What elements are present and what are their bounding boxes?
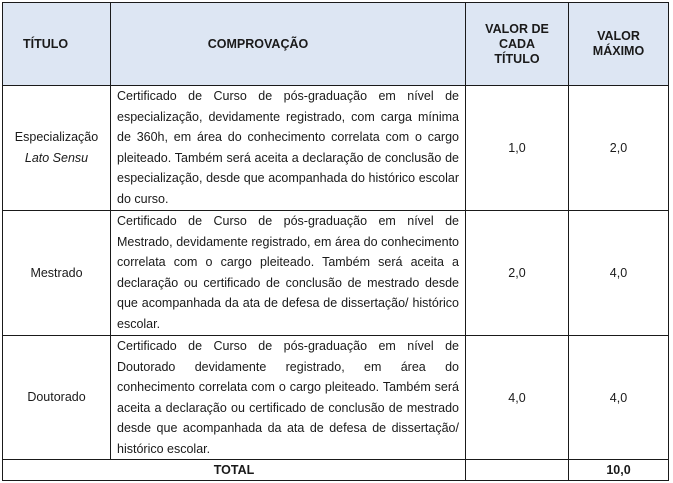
table-row xyxy=(3,211,669,336)
document-wrapper xyxy=(2,2,669,481)
header-row xyxy=(3,3,669,86)
table-row xyxy=(3,86,669,211)
header-value-per-title xyxy=(466,3,569,86)
total-label: TOTAL xyxy=(3,460,466,481)
total-value: 10,0 xyxy=(569,460,669,481)
header-value-per-title-text: VALOR DE CADA TÍTULO xyxy=(485,21,549,66)
row-max: 4,0 xyxy=(569,211,669,336)
row-value: 4,0 xyxy=(466,336,569,460)
row-title: Especialização xyxy=(14,130,99,144)
row-proof: Certificado de Curso de pós-graduação em nível de especialização, devidamente registrado, com carga mínima de 360h, em área do conhecimento correlata com o cargo pleiteado. Também será aceita a declaração de conclusão de especialização, desde que acompanhada do histórico escolar do curso. xyxy=(111,86,466,211)
titles-table xyxy=(2,2,669,481)
header-max-value-text: VALOR MÁXIMO xyxy=(592,29,645,58)
row-title-cell xyxy=(3,86,111,211)
row-value: 1,0 xyxy=(466,86,569,211)
row-title-cell xyxy=(3,336,111,460)
total-empty-cell xyxy=(466,460,569,481)
total-row xyxy=(3,460,669,481)
row-title-subtitle: Lato Sensu xyxy=(24,151,89,165)
row-title: Doutorado xyxy=(27,390,86,404)
row-max: 4,0 xyxy=(569,336,669,460)
row-value: 2,0 xyxy=(466,211,569,336)
row-max: 2,0 xyxy=(569,86,669,211)
header-max-value xyxy=(569,3,669,86)
header-title: TÍTULO xyxy=(3,3,111,86)
row-proof: Certificado de Curso de pós-graduação em nível de Doutorado devidamente registrado, em área do conhecimento correlata com o cargo pleiteado. Também será aceita a declaração ou certificado de conclusão de mestrado desde que acompanhada da ata de defesa de dissertação/ histórico escolar. xyxy=(111,336,466,460)
header-proof: COMPROVAÇÃO xyxy=(111,3,466,86)
row-title: Mestrado xyxy=(30,265,83,280)
row-title-cell xyxy=(3,211,111,336)
table-row xyxy=(3,336,669,460)
row-proof: Certificado de Curso de pós-graduação em nível de Mestrado, devidamente registrado, em área do conhecimento correlata com o cargo pleiteado. Também será aceita a declaração ou certificado de conclusão de mestrado desde que acompanhada da ata de defesa de dissertação/ histórico escolar. xyxy=(111,211,466,336)
